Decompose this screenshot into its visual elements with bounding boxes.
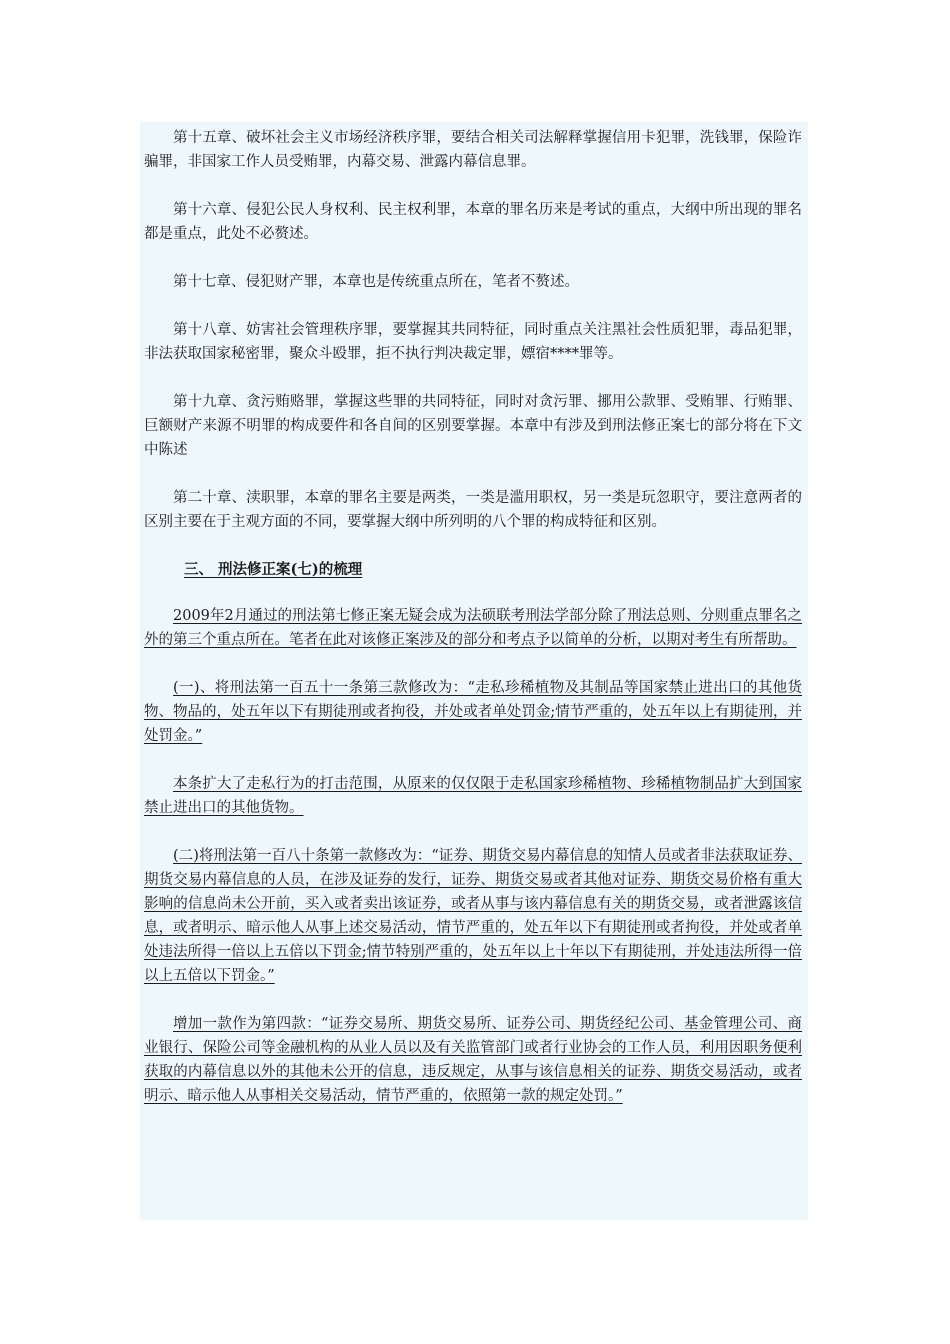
paragraph-chapter-17: 第十七章、侵犯财产罪，本章也是传统重点所在，笔者不赘述。 [173,274,579,290]
paragraph-amendment-item-1-note: 本条扩大了走私行为的打击范围，从原来的仅仅限于走私国家珍稀植物、珍稀植物制品扩大到国家禁止进出口的其他货物。 [144,776,802,816]
paragraph-chapter-18: 第十八章、妨害社会管理秩序罪，要掌握其共同特征，同时重点关注黑社会性质犯罪，毒品犯罪，非法获取国家秘密罪，聚众斗殴罪，拒不执行判决裁定罪，嫖宿****罪等。 [144,322,802,362]
paragraph-chapter-19: 第十九章、贪污贿赂罪，掌握这些罪的共同特征，同时对贪污罪、挪用公款罪、受贿罪、行贿罪、巨额财产来源不明罪的构成要件和各自间的区别要掌握。本章中有涉及到刑法修正案七的部分将在下文中陈述 [144,394,802,458]
paragraph-chapter-16: 第十六章、侵犯公民人身权利、民主权利罪，本章的罪名历来是考试的重点，大纲中所出现的罪名都是重点，此处不必赘述。 [144,202,802,242]
paragraph-amendment-item-2: (二)将刑法第一百八十条第一款修改为：“证券、期货交易内幕信息的知情人员或者非法获取证券、期货交易内幕信息的人员，在涉及证券的发行，证券、期货交易或者其他对证券、期货交易价格有重大影响的信息尚未公开前，买入或者卖出该证券，或者从事与该内幕信息有关的期货交易，或者泄露该信息，或者明示、暗示他人从事上述交易活动，情节严重的，处五年以下有期徒刑或者拘役，并处或者单处违法所得一倍以上五倍以下罚金;情节特别严重的，处五年以上十年以下有期徒刑，并处违法所得一倍以上五倍以下罚金。” [144,848,802,984]
document-body [144,126,802,1132]
paragraph-amendment-item-2-addition: 增加一款作为第四款：“证券交易所、期货交易所、证券公司、期货经纪公司、基金管理公司、商业银行、保险公司等金融机构的从业人员以及有关监管部门或者行业协会的工作人员，利用因职务便利获取的内幕信息以外的其他未公开的信息，违反规定，从事与该信息相关的证券、期货交易活动，或者明示、暗示他人从事相关交易活动，情节严重的，依照第一款的规定处罚。” [144,1016,802,1104]
paragraph-amendment-intro: 2009年2月通过的刑法第七修正案无疑会成为法硕联考刑法学部分除了刑法总则、分则重点罪名之外的第三个重点所在。笔者在此对该修正案涉及的部分和考点予以简单的分析，以期对考生有所帮助。 [144,608,802,648]
paragraph-chapter-20: 第二十章、渎职罪，本章的罪名主要是两类，一类是滥用职权，另一类是玩忽职守，要注意两者的区别主要在于主观方面的不同，要掌握大纲中所列明的八个罪的构成特征和区别。 [144,490,802,530]
paragraph-chapter-15: 第十五章、破坏社会主义市场经济秩序罪，要结合相关司法解释掌握信用卡犯罪，洗钱罪，保险诈骗罪，非国家工作人员受贿罪，内幕交易、泄露内幕信息罪。 [144,130,802,170]
section-heading: 三、 刑法修正案(七)的梳理 [184,561,363,578]
paragraph-amendment-item-1: (一)、将刑法第一百五十一条第三款修改为：“走私珍稀植物及其制品等国家禁止进出口的其他货物、物品的，处五年以下有期徒刑或者拘役，并处或者单处罚金;情节严重的，处五年以上有期徒刑，并处罚金。” [144,680,802,744]
